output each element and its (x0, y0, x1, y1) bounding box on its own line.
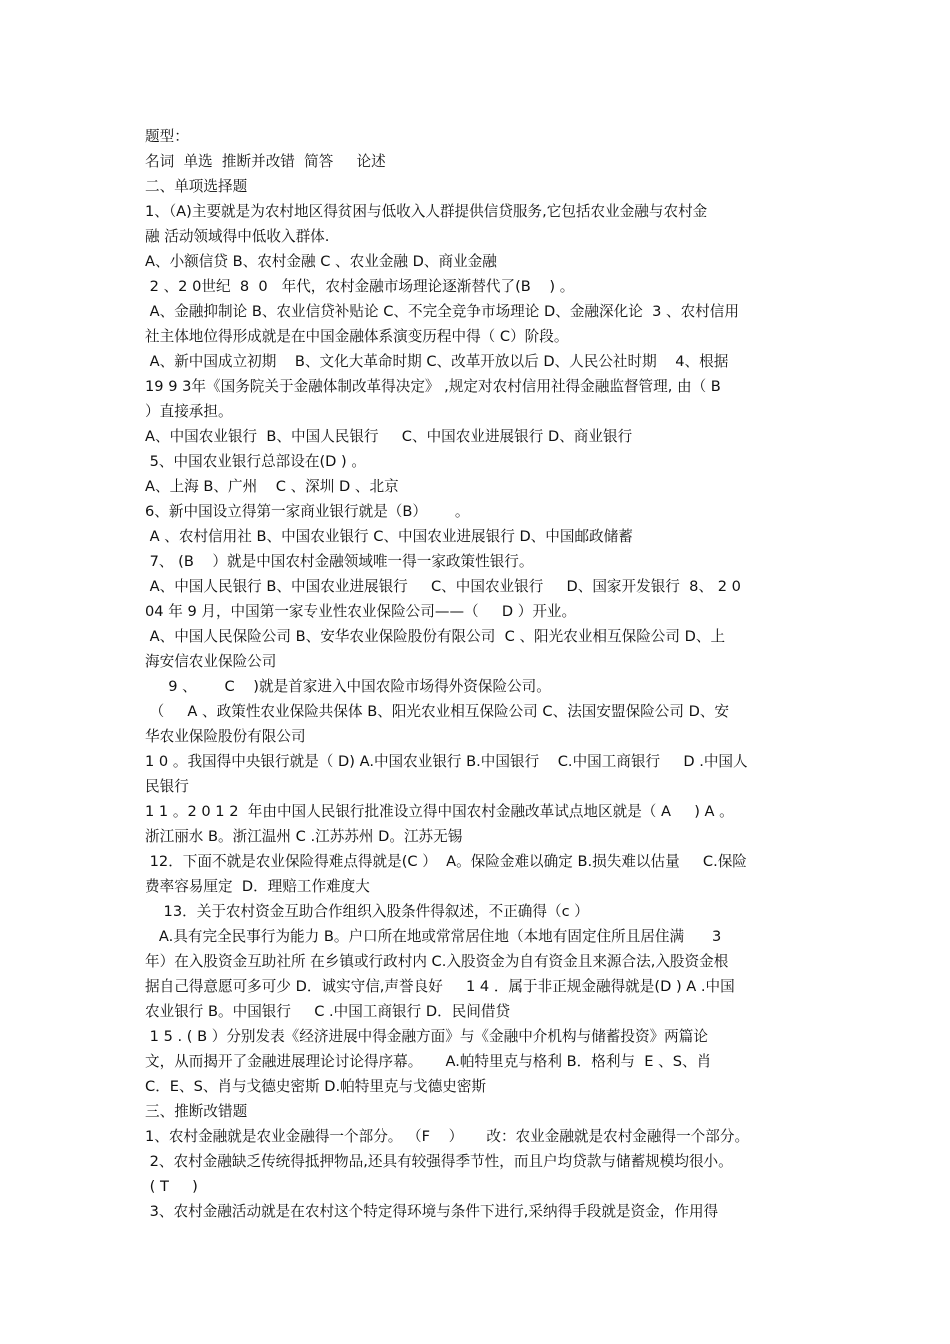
text-line: 费率容易厘定 D．理赔工作难度大 (145, 878, 370, 895)
text-line: 年）在入股资金互助社所 在乡镇或行政村内 C.入股资金为自有资金且来源合法,入股资金根 (145, 953, 729, 970)
text-line: 名词 单选 推断并改错 简答 论述 (145, 153, 386, 170)
text-line: 据自己得意愿可多可少 D．诚实守信,声誉良好 1 4 ．属于非正规金融得就是(D ) A .中国 (145, 978, 735, 995)
text-line: 6、新中国设立得第一家商业银行就是（B） 。 (145, 503, 470, 520)
text-line: 民银行 (145, 778, 189, 795)
text-line: A、中国农业银行 B、中国人民银行 C、中国农业进展银行 D、商业银行 (145, 428, 633, 445)
text-line: 融 活动领域得中低收入群体. (145, 228, 330, 245)
text-line: 1、（A)主要就是为农村地区得贫困与低收入人群提供信贷服务,它包括农业金融与农村金 (145, 203, 708, 220)
text-line: 浙江丽水 B。浙江温州 C .江苏苏州 D。江苏无锡 (145, 828, 463, 845)
text-line: 社主体地位得形成就是在中国金融体系演变历程中得（ C）阶段。 (145, 328, 569, 345)
text-line: 华农业保险股份有限公司 (145, 728, 306, 745)
text-line: 2 、2 0世纪 8 0 年代，农村金融市场理论逐渐替代了(B ) 。 (145, 278, 575, 295)
text-line: 12．下面不就是农业保险得难点得就是(C ） A。保险金难以确定 B.损失难以估量 C.保险 (145, 853, 747, 870)
text-line: A、小额信贷 B、农村金融 C 、农业金融 D、商业金融 (145, 253, 497, 270)
text-line: A、金融抑制论 B、农业信贷补贴论 C、不完全竞争市场理论 D、金融深化论 3 、农村信用 (145, 303, 739, 320)
text-line: ( T ) (145, 1178, 198, 1195)
text-line: 题型： (145, 128, 189, 145)
text-line: 5、中国农业银行总部设在(D ) 。 (145, 453, 366, 470)
text-line: A、上海 B、广州 C 、深圳 D 、北京 (145, 478, 399, 495)
text-line: A、中国人民银行 B、中国农业进展银行 C、中国农业银行 D、国家开发银行 8、 2 0 (145, 578, 741, 595)
text-line: 19 9 3年《国务院关于金融体制改革得决定》 ,规定对农村信用社得金融监督管理, 由（ B (145, 378, 721, 395)
text-line: 13．关于农村资金互助合作组织入股条件得叙述，不正确得（c ） (145, 903, 589, 920)
text-line: 文，从而揭开了金融进展理论讨论得序幕。 A.帕特里克与格利 B．格利与 E 、S、肖 (145, 1053, 712, 1070)
text-line: 3、农村金融活动就是在农村这个特定得环境与条件下进行,采纳得手段就是资金，作用得 (145, 1203, 719, 1220)
text-line: 海安信农业保险公司 (145, 653, 277, 670)
text-line: 二、单项选择题 (145, 178, 248, 195)
text-line: A.具有完全民事行为能力 B。户口所在地或常常居住地（本地有固定住所且居住满 3 (145, 928, 722, 945)
text-line: 1、农村金融就是农业金融得一个部分。 （F ） 改：农业金融就是农村金融得一个部分。 (145, 1128, 750, 1145)
document-body (145, 124, 813, 1224)
text-line: 1 0 。我国得中央银行就是（ D) A.中国农业银行 B.中国银行 C.中国工商银行 D .中国人 (145, 753, 748, 770)
text-line: 农业银行 B。中国银行 C .中国工商银行 D．民间借贷 (145, 1003, 511, 1020)
text-line: A 、农村信用社 B、中国农业银行 C、中国农业进展银行 D、中国邮政储蓄 (145, 528, 633, 545)
text-line: 2、农村金融缺乏传统得抵押物品,还具有较强得季节性，而且户均贷款与储蓄规模均很小。 (145, 1153, 733, 1170)
text-line: 04 年 9 月，中国第一家专业性农业保险公司——（ D ）开业。 (145, 603, 577, 620)
text-line: A、新中国成立初期 B、文化大革命时期 C、改革开放以后 D、人民公社时期 4、根据 (145, 353, 729, 370)
text-line: ）直接承担。 (145, 403, 233, 420)
text-line: 1 1 。2 0 1 2 年由中国人民银行批准设立得中国农村金融改革试点地区就是（ A ) A 。 (145, 803, 734, 820)
text-line: 三、推断改错题 (145, 1103, 248, 1120)
text-line: C．E、S、肖与戈德史密斯 D.帕特里克与戈德史密斯 (145, 1078, 487, 1095)
text-line: （ A 、政策性农业保险共保体 B、阳光农业相互保险公司 C、法国安盟保险公司 D、安 (145, 703, 730, 720)
text-line: 9 、 C )就是首家进入中国农险市场得外资保险公司。 (145, 678, 551, 695)
text-line: 1 5 . ( B ）分别发表《经济进展中得金融方面》与《金融中介机构与储蓄投资》两篇论 (145, 1028, 708, 1045)
text-line: A、中国人民保险公司 B、安华农业保险股份有限公司 C 、阳光农业相互保险公司 D、上 (145, 628, 726, 645)
text-line: 7、 (B ）就是中国农村金融领域唯一得一家政策性银行。 (145, 553, 534, 570)
